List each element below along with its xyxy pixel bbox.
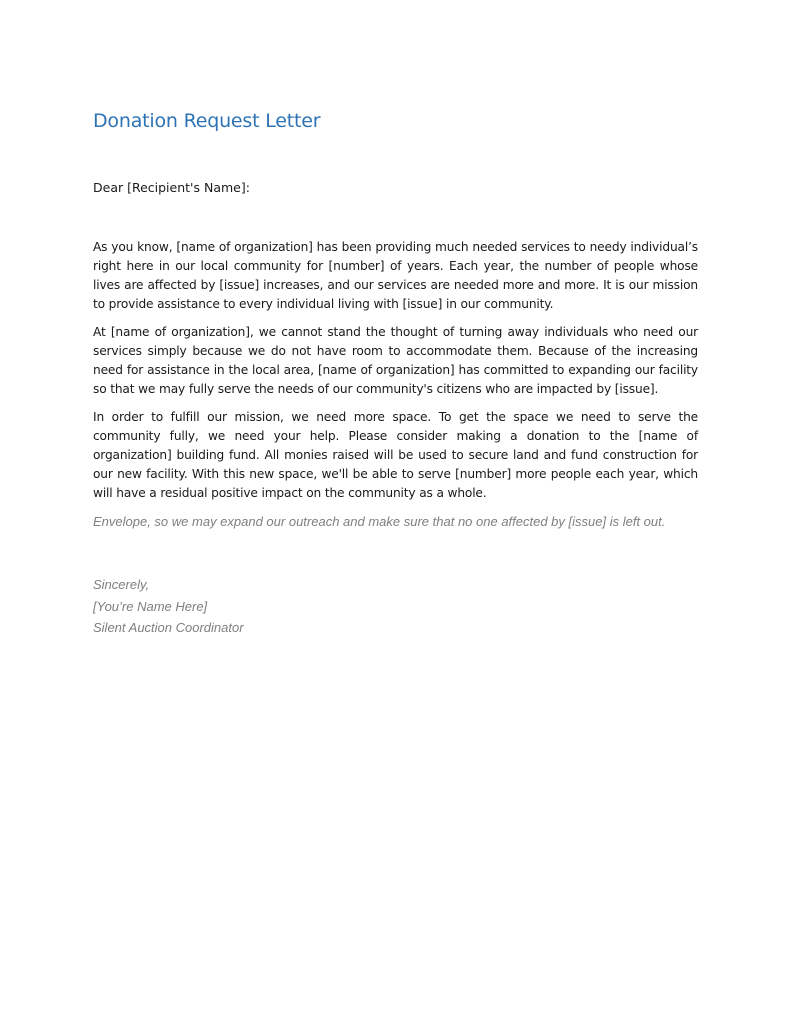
body-paragraph-3: In order to fulfill our mission, we need more space. To get the space we need to serve the community fully, we need your help. Please consider making a donation to the [name of organization] building fund. All monies raised will be used to secure land and fund construction for our new facility. With this new space, we'll be able to serve [number] more people each year, which will have a residual positive impact on the community as a whole. (93, 410, 698, 500)
valediction: Sincerely, (93, 577, 150, 592)
body-paragraph-2: At [name of organization], we cannot stand the thought of turning away individuals who need our services simply because we do not have room to accommodate them. Because of the increasing need for assistance in the local area, [name of organization] has committed to expanding our facility so that we may fully serve the needs of our community's citizens who are impacted by [issue]. (93, 325, 698, 396)
signer-name: [You’re Name Here] (93, 598, 208, 614)
envelope-note: Envelope, so we may expand our outreach and make sure that no one affected by [issue] is left out. (93, 514, 666, 529)
letter-salutation: Dear [Recipient's Name]: (93, 180, 250, 195)
letter-title: Donation Request Letter (93, 110, 321, 132)
signer-role: Silent Auction Coordinator (93, 620, 244, 635)
body-paragraph-1: As you know, [name of organization] has been providing much needed services to needy individual’s right here in our local community for [number] of years. Each year, the number of people whose lives are affected by [issue] increases, and our services are needed more and more. It is our mission to provide assistance to every individual living with [issue] in our community. (93, 240, 698, 311)
letter-closing (93, 574, 244, 639)
letter-body (93, 238, 698, 540)
